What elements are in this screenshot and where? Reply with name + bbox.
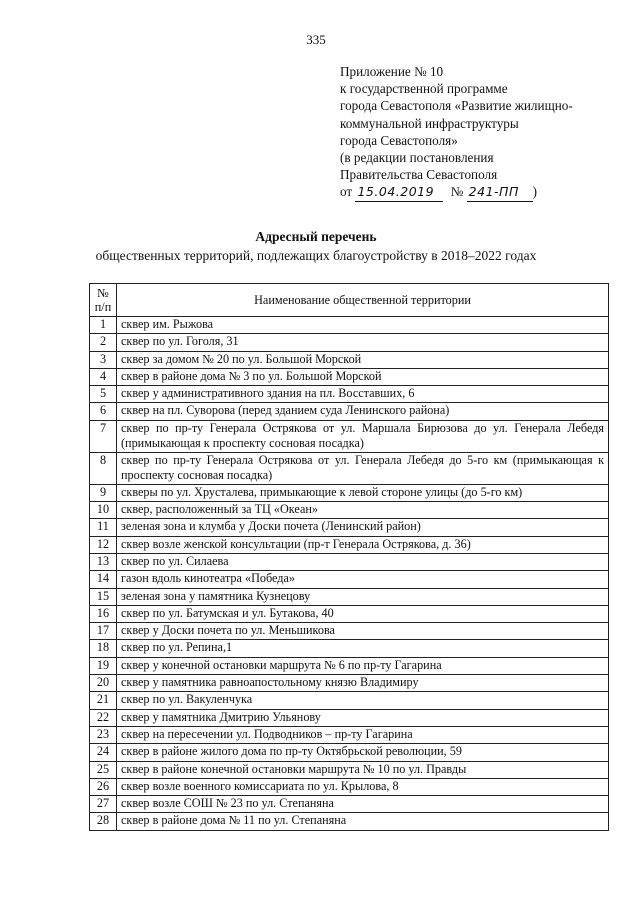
row-number: 22	[90, 709, 117, 726]
table-row	[90, 484, 609, 501]
table-row	[90, 623, 609, 640]
row-number: 13	[90, 553, 117, 570]
document-subtitle: общественных территорий, подлежащих благоустройству в 2018–2022 годах	[95, 248, 537, 263]
from-label: от	[340, 184, 353, 200]
row-number: 24	[90, 744, 117, 761]
territory-name: сквер в районе конечной остановки маршрута № 10 по ул. Правды	[117, 761, 609, 778]
territory-name: сквер по ул. Репина,1	[117, 640, 609, 657]
territory-name: сквер по ул. Гоголя, 31	[117, 334, 609, 351]
table-row	[90, 334, 609, 351]
table-row	[90, 726, 609, 743]
table-row	[90, 657, 609, 674]
row-number: 10	[90, 502, 117, 519]
row-number: 2	[90, 334, 117, 351]
header-name: Наименование общественной территории	[117, 284, 609, 317]
table-row	[90, 605, 609, 622]
document-title: Адресный перечень	[255, 229, 377, 244]
row-number: 7	[90, 420, 117, 452]
edition-date-line	[340, 183, 573, 201]
territory-name: скверы по ул. Хрусталева, примыкающие к левой стороне улицы (до 5-го км)	[117, 484, 609, 501]
table-row	[90, 744, 609, 761]
row-number: 19	[90, 657, 117, 674]
closing-paren: )	[532, 184, 538, 200]
row-number: 15	[90, 588, 117, 605]
edition-line: (в редакции постановления	[340, 150, 494, 166]
appendix-line: города Севастополя»	[340, 132, 458, 148]
table-row	[90, 778, 609, 795]
table-body	[90, 317, 609, 831]
appendix-block	[340, 63, 573, 202]
table-row	[90, 536, 609, 553]
territory-name: сквер у памятника Дмитрию Ульянову	[117, 709, 609, 726]
header-number: № п/п	[90, 284, 117, 317]
table-row	[90, 519, 609, 536]
number-label: №	[450, 184, 464, 200]
row-number: 17	[90, 623, 117, 640]
territory-name: сквер у Доски почета по ул. Меньшикова	[117, 623, 609, 640]
territories-table	[89, 283, 609, 831]
handwritten-number: 241-ПП	[467, 183, 533, 201]
territory-name: зеленая зона и клумба у Доски почета (Ленинский район)	[117, 519, 609, 536]
table-row	[90, 813, 609, 830]
territory-name: сквер по пр-ту Генерала Острякова от ул. Маршала Бирюзова до ул. Генерала Лебедя (примыкающая к проспекту сосновая посадка)	[117, 420, 609, 452]
territory-name: сквер в районе жилого дома по пр-ту Октябрьской революции, 59	[117, 744, 609, 761]
territory-name: сквер возле женской консультации (пр-т Генерала Острякова, д. 36)	[117, 536, 609, 553]
table-header-row	[90, 284, 609, 317]
row-number: 28	[90, 813, 117, 830]
row-number: 6	[90, 403, 117, 420]
table-row	[90, 571, 609, 588]
territory-name: сквер по ул. Вакуленчука	[117, 692, 609, 709]
appendix-line: города Севастополя «Развитие жилищно-	[340, 98, 573, 114]
territory-name: сквер по пр-ту Генерала Острякова от ул. Генерала Лебедя до 5-го км (примыкающая к проспекту сосновая посадка)	[117, 452, 609, 484]
row-number: 9	[90, 484, 117, 501]
territory-name: сквер возле военного комиссариата по ул. Крылова, 8	[117, 778, 609, 795]
edition-line: Правительства Севастополя	[340, 167, 498, 183]
territory-name: сквер, расположенный за ТЦ «Океан»	[117, 502, 609, 519]
row-number: 4	[90, 368, 117, 385]
table-row	[90, 420, 609, 452]
table-row	[90, 351, 609, 368]
territory-name: сквер у памятника равноапостольному князю Владимиру	[117, 675, 609, 692]
appendix-line: Приложение № 10	[340, 64, 444, 79]
territory-name: сквер за домом № 20 по ул. Большой Морской	[117, 351, 609, 368]
row-number: 5	[90, 386, 117, 403]
handwritten-date: 15.04.2019	[355, 183, 443, 201]
table-row	[90, 796, 609, 813]
row-number: 14	[90, 571, 117, 588]
appendix-line: к государственной программе	[340, 81, 508, 97]
table-row	[90, 386, 609, 403]
table-row	[90, 317, 609, 334]
row-number: 3	[90, 351, 117, 368]
table-row	[90, 368, 609, 385]
table-row	[90, 452, 609, 484]
territory-name: сквер на пересечении ул. Подводников – пр-ту Гагарина	[117, 726, 609, 743]
appendix-line: коммунальной инфраструктуры	[340, 115, 519, 131]
table-row	[90, 553, 609, 570]
table-row	[90, 588, 609, 605]
territory-name: зеленая зона у памятника Кузнецову	[117, 588, 609, 605]
territory-name: сквер в районе дома № 11 по ул. Степаняна	[117, 813, 609, 830]
row-number: 20	[90, 675, 117, 692]
territory-name: сквер по ул. Силаева	[117, 553, 609, 570]
territory-name: сквер возле СОШ № 23 по ул. Степаняна	[117, 796, 609, 813]
table-row	[90, 692, 609, 709]
row-number: 21	[90, 692, 117, 709]
territory-name: сквер по ул. Батумская и ул. Бутакова, 40	[117, 605, 609, 622]
row-number: 11	[90, 519, 117, 536]
row-number: 16	[90, 605, 117, 622]
table-row	[90, 761, 609, 778]
territory-name: сквер им. Рыжова	[117, 317, 609, 334]
page-number: 335	[306, 32, 326, 47]
territory-name: сквер в районе дома № 3 по ул. Большой Морской	[117, 368, 609, 385]
table-row	[90, 709, 609, 726]
row-number: 1	[90, 317, 117, 334]
row-number: 8	[90, 452, 117, 484]
territory-name: сквер у административного здания на пл. Восставших, 6	[117, 386, 609, 403]
row-number: 12	[90, 536, 117, 553]
territory-name: газон вдоль кинотеатра «Победа»	[117, 571, 609, 588]
row-number: 27	[90, 796, 117, 813]
row-number: 23	[90, 726, 117, 743]
row-number: 25	[90, 761, 117, 778]
table-row	[90, 640, 609, 657]
table-row	[90, 502, 609, 519]
row-number: 18	[90, 640, 117, 657]
territory-name: сквер у конечной остановки маршрута № 6 по пр-ту Гагарина	[117, 657, 609, 674]
table-row	[90, 675, 609, 692]
territory-name: сквер на пл. Суворова (перед зданием суда Ленинского района)	[117, 403, 609, 420]
table-row	[90, 403, 609, 420]
row-number: 26	[90, 778, 117, 795]
